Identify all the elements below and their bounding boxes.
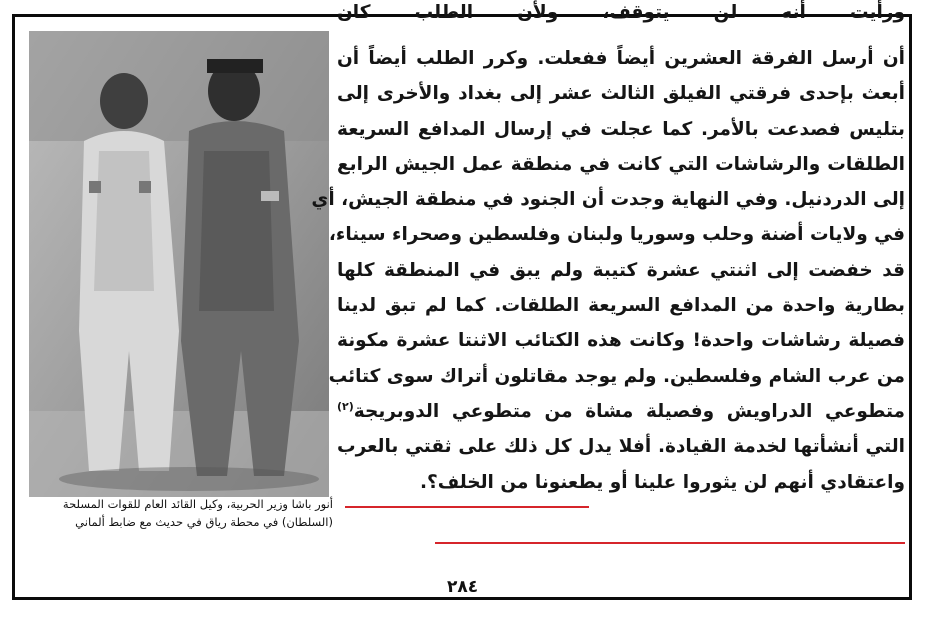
text-line: ورأيت أنه لن يتوقف، ولأن الطلب كان [337,2,905,23]
caption-line: أنور باشا وزير الحربية، وكيل القائد العام للقوات المسلحة [62,497,333,511]
historical-photo [29,31,329,497]
text-line: إلى الدردنيل. وفي النهاية وجدت أن الجنود في منطقة الجيش، أي [311,189,905,211]
page-number: ٢٨٤ [447,577,479,597]
red-underline [345,506,589,508]
text-line: قد خفضت إلى اثنتي عشرة كتيبة ولم يبق في المنطقة كلها [337,259,905,281]
text-line: بتليس فصدعت بالأمر. كما عجلت في إرسال المدافع السريعة [337,118,905,140]
text-line: بطارية واحدة من المدافع السريعة الطلقات. كما لم تبق لدينا [337,295,905,317]
text-line-highlighted: واعتقادي أنهم لن يثوروا علينا أو يطعنونا من الخلف؟. [419,471,905,493]
text-line-cut [337,2,905,41]
footnote-marker: (٢) [337,399,354,413]
text-line [337,394,905,429]
text-line: فصيلة رشاشات واحدة! وكانت هذه الكتائب الاثنتا عشرة مكونة [337,330,905,352]
body-text [311,2,905,500]
text-line: أن أرسل الفرقة العشرين أيضاً ففعلت. وكرر الطلب أيضاً أن [337,48,905,69]
text-line: الطلقات والرشاشات التي كانت في منطقة عمل الجيش الرابع [337,153,905,175]
red-underline [435,542,905,544]
page-frame [12,2,912,600]
caption-line: (السلطان) في محطة رياق في حديث مع ضابط ألماني [75,515,333,529]
text-line: أبعث بإحدى فرقتي الفيلق الثالث عشر إلى بغداد والأخرى إلى [337,83,905,105]
text-line: في ولايات أضنة وحلب وسوريا ولبنان وفلسطين وصحراء سيناء، [328,224,905,246]
text-line-highlighted: التي أنشأتها لخدمة القيادة. أفلا يدل كل ذلك على ثقتي بالعرب [337,436,905,458]
text-line-content: متطوعي الدراويش وفصيلة مشاة من متطوعي الدوبريجة [353,400,905,422]
text-line: من عرب الشام وفلسطين. ولم يوجد مقاتلون أتراك سوى كتائب [328,365,905,387]
photo-caption [25,495,333,531]
photo-image [29,31,329,497]
